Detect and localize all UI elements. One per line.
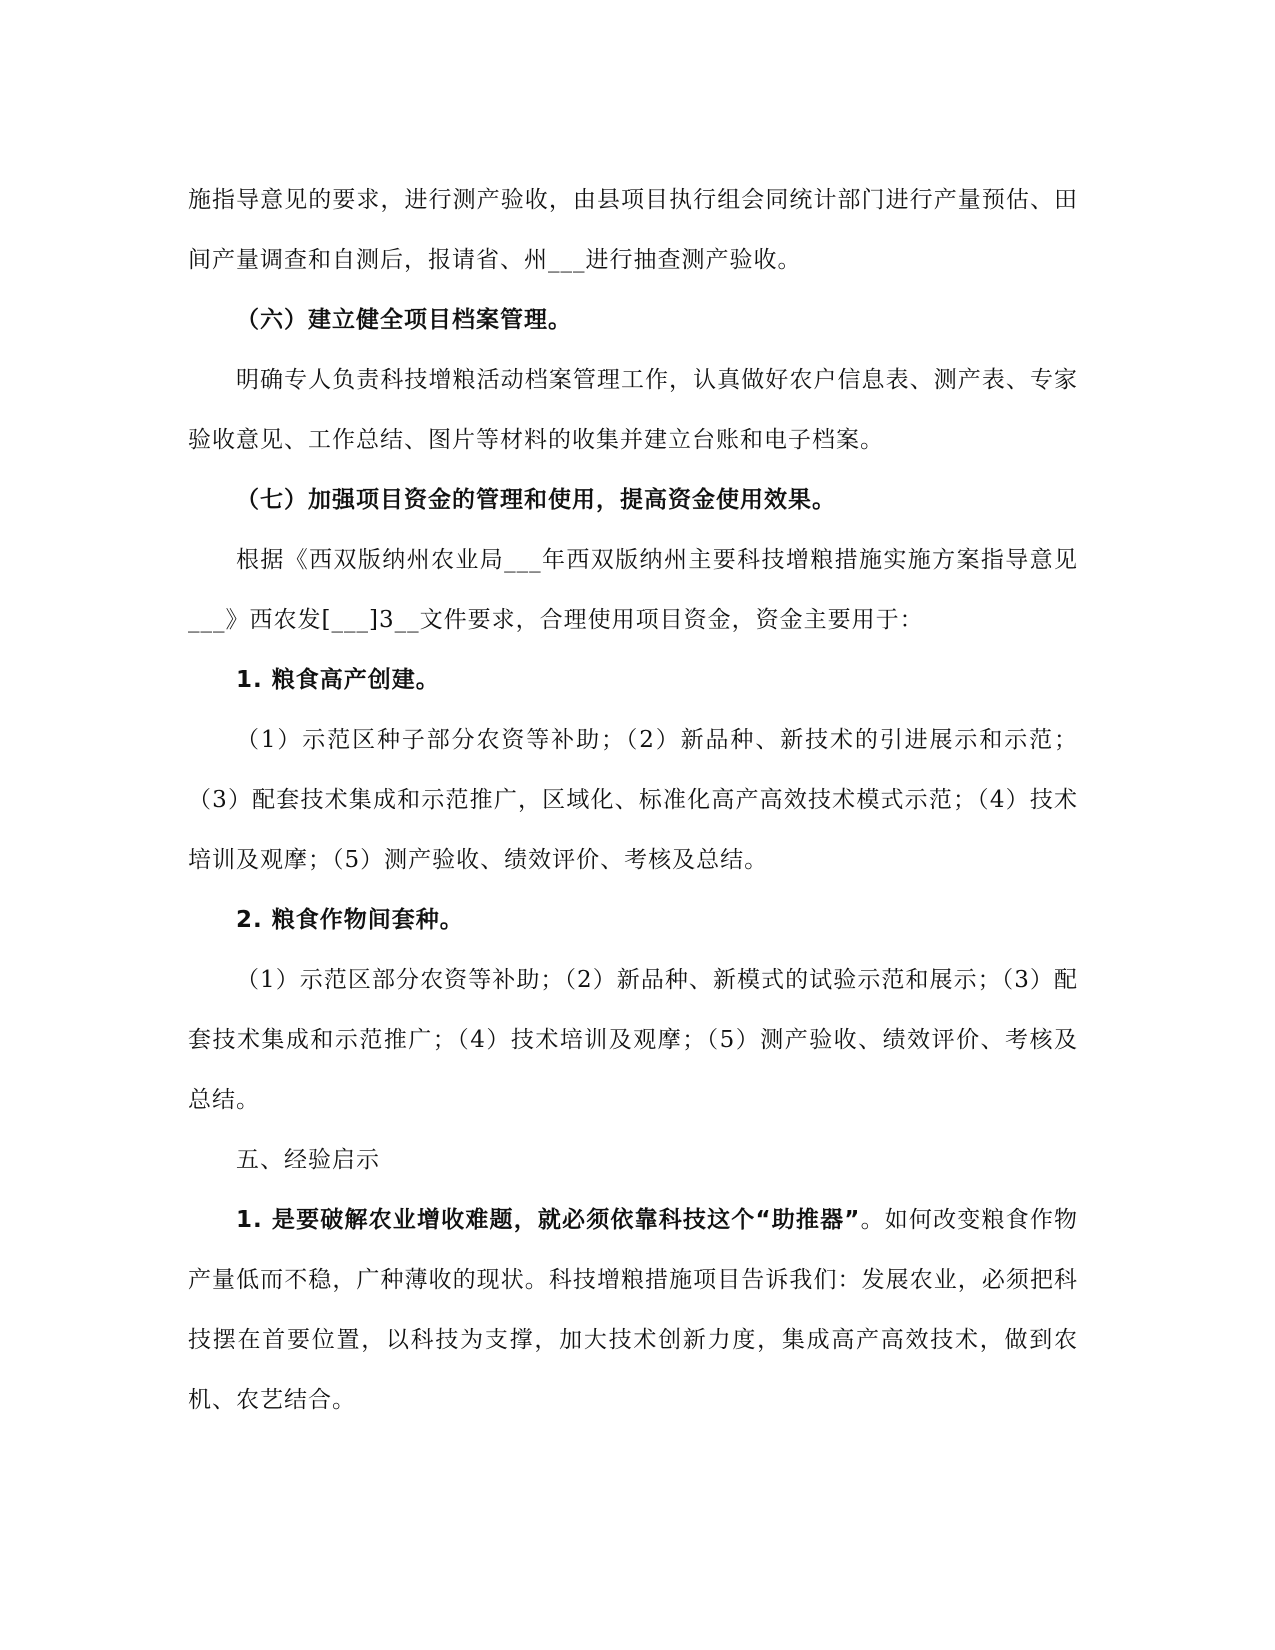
section-heading-7: （七）加强项目资金的管理和使用，提高资金使用效果。 (236, 487, 836, 513)
section-heading-6: （六）建立健全项目档案管理。 (236, 307, 572, 333)
experience-text: 。如何改变粮食作物产量低而不稳，广种薄收的现状。科技增粮措施项目告诉我们：发展农业，必须把科技摆在首要位置，以科技为支撑，加大技术创新力度，集成高产高效技术，做到农机、农艺结合。 (188, 1207, 1078, 1413)
paragraph-archive: 明确专人负责科技增粮活动档案管理工作，认真做好农户信息表、测产表、专家验收意见、工作总结、图片等材料的收集并建立台账和电子档案。 (188, 367, 1078, 453)
paragraph-continued: 施指导意见的要求，进行测产验收，由县项目执行组会同统计部门进行产量预估、田间产量调查和自测后，报请省、州___进行抽查测产验收。 (188, 187, 1078, 273)
subheading-1: 1. 粮食高产创建。 (236, 667, 440, 693)
paragraph-experience (188, 1190, 1078, 1430)
document-body (188, 170, 1078, 1430)
paragraph-list-1: （1）示范区种子部分农资等补助；（2）新品种、新技术的引进展示和示范；（3）配套技术集成和示范推广，区域化、标准化高产高效技术模式示范；（4）技术培训及观摩；（5）测产验收、绩效评价、考核及总结。 (188, 727, 1078, 873)
paragraph-list-2: （1）示范区部分农资等补助；（2）新品种、新模式的试验示范和展示；（3）配套技术集成和示范推广；（4）技术培训及观摩；（5）测产验收、绩效评价、考核及总结。 (188, 967, 1078, 1113)
subheading-2: 2. 粮食作物间套种。 (236, 907, 464, 933)
experience-lead: 1. 是要破解农业增收难题，就必须依靠科技这个“助推器” (236, 1207, 861, 1233)
paragraph-funding: 根据《西双版纳州农业局___年西双版纳州主要科技增粮措施实施方案指导意见___》西农发[___]3__文件要求，合理使用项目资金，资金主要用于： (188, 547, 1078, 633)
section-heading-5: 五、经验启示 (236, 1147, 380, 1173)
